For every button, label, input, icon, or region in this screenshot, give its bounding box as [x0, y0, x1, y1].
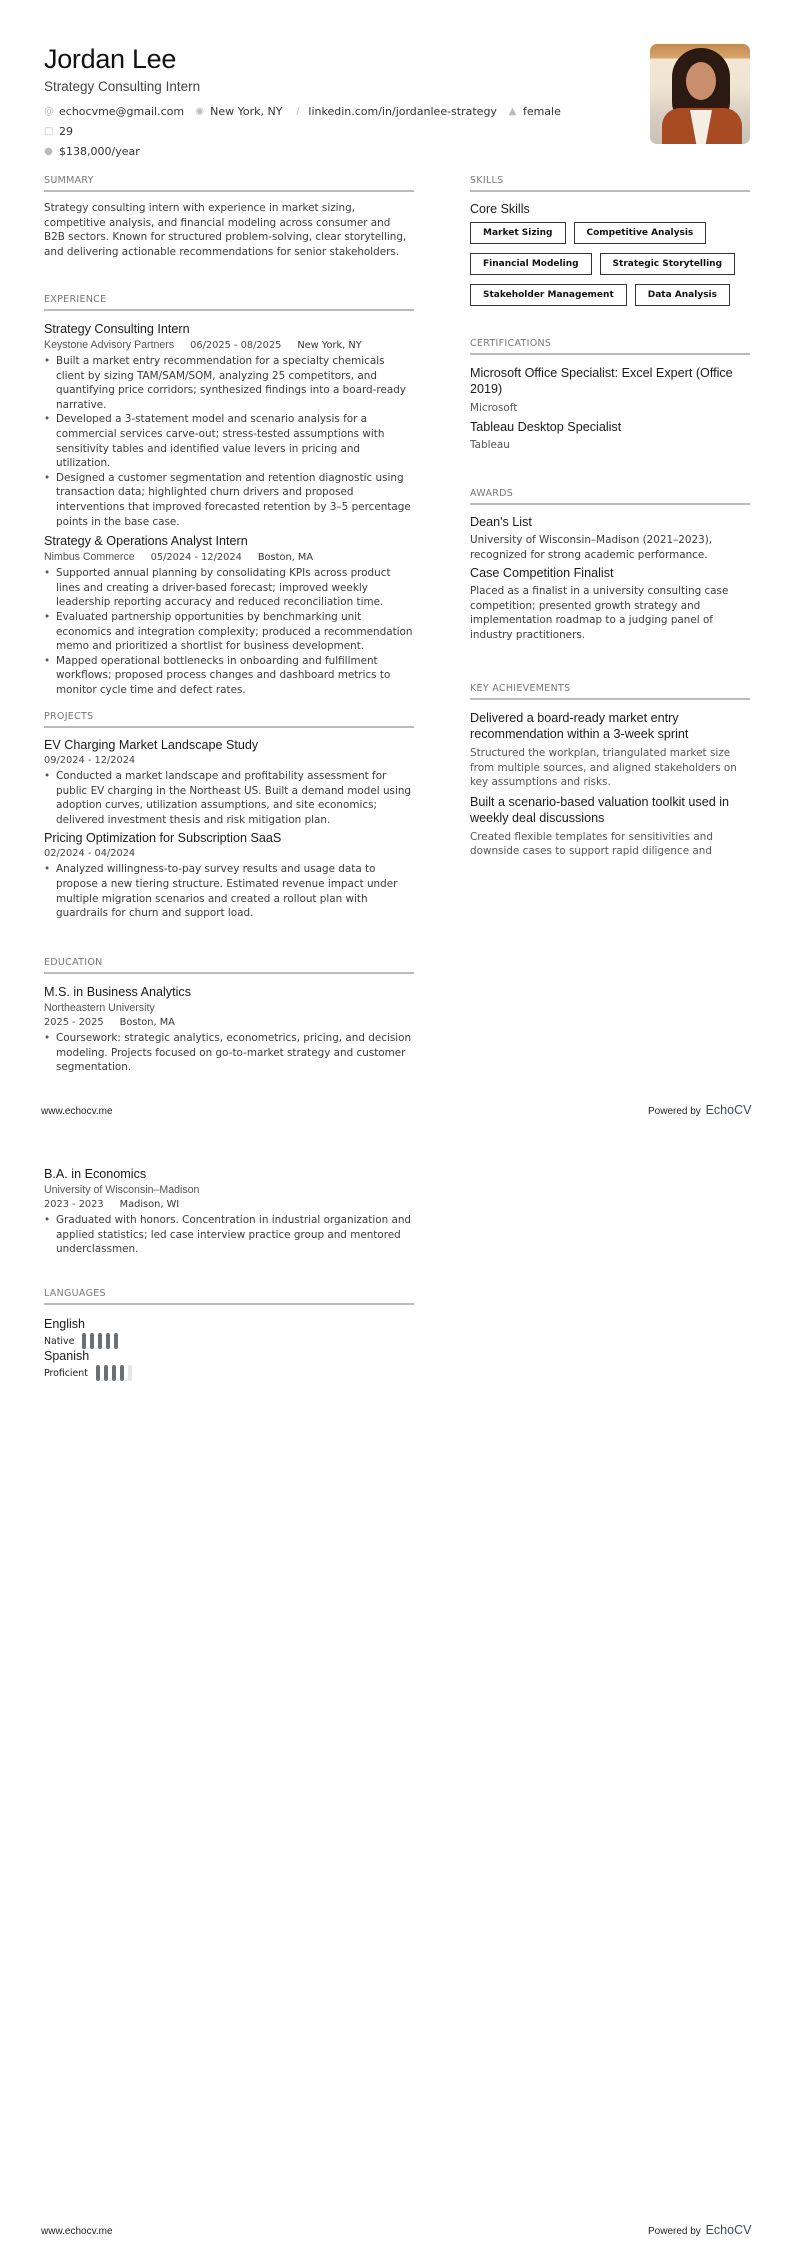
language-item	[44, 1349, 234, 1381]
projects-section	[44, 711, 414, 921]
skill-tags	[470, 222, 740, 306]
skill-tag: Market Sizing	[470, 222, 566, 244]
achievement-name: Delivered a board-ready market entry recommendation within a 3-week sprint	[470, 711, 689, 741]
education-section	[44, 957, 414, 1075]
section-heading: SUMMARY	[44, 175, 414, 192]
project-bullets	[44, 862, 414, 920]
school: University of Wisconsin–Madison	[44, 1184, 200, 1196]
job-title: Strategy & Operations Analyst Intern	[44, 534, 248, 549]
achievement-desc: Structured the workplan, triangulated market size from multiple sources, and aligned stakeholders on key assumptions and risks.	[470, 747, 737, 789]
job-location: Boston, MA	[257, 552, 314, 564]
contact-salary: ● $138,000/year	[44, 144, 140, 158]
cert-issuer: Microsoft	[470, 402, 518, 414]
footer-powered-by: Powered by EchoCV	[648, 2223, 752, 2237]
cert-name: Microsoft Office Specialist: Excel Expert (Office 2019)	[470, 366, 733, 396]
degree: M.S. in Business Analytics	[44, 985, 191, 999]
contact-gender: ▲ female	[508, 104, 561, 118]
skill-group-title: Core Skills	[470, 202, 530, 216]
skill-tag: Financial Modeling	[470, 253, 592, 275]
section-heading: KEY ACHIEVEMENTS	[470, 683, 750, 700]
education-item	[44, 1167, 414, 1257]
project-dates: 02/2024 - 04/2024	[44, 848, 136, 860]
calendar-icon: □	[44, 125, 54, 137]
section-heading: LANGUAGES	[44, 1288, 414, 1305]
skill-tag: Strategic Storytelling	[600, 253, 735, 275]
job-meta	[44, 551, 414, 563]
cert-issuer: Tableau	[470, 438, 510, 451]
section-heading: EXPERIENCE	[44, 294, 414, 311]
section-heading: PROJECTS	[44, 711, 414, 728]
contact-info	[44, 104, 604, 158]
language-name: Spanish	[44, 1349, 90, 1363]
link-icon: ∕	[296, 105, 300, 117]
profile-photo	[650, 44, 750, 144]
job-meta	[44, 339, 414, 351]
degree: B.A. in Economics	[44, 1167, 147, 1181]
project-item	[44, 831, 414, 920]
achievement-name: Built a scenario-based valuation toolkit used in weekly deal discussions	[470, 794, 730, 825]
project-dates: 09/2024 - 12/2024	[44, 755, 136, 766]
certifications-section	[470, 338, 750, 452]
dollar-icon: ●	[44, 145, 53, 157]
education-meta	[44, 1017, 414, 1028]
awards-section	[470, 488, 750, 643]
bullet: • Designed a customer segmentation and retention diagnostic using transaction data; highlighted churn drivers and proposed interventions that improved forecasted retention by 3–5 percentage points in the base case.	[44, 471, 414, 529]
footer-powered-by: Powered by EchoCV	[648, 1103, 752, 1117]
at-icon: @	[44, 105, 54, 117]
education-dates: 2025 - 2025	[44, 1017, 104, 1028]
bullet: • Coursework: strategic analytics, econometrics, pricing, and decision modeling. Projects focused on go-to-market strategy and customer segmentation.	[44, 1031, 414, 1075]
skill-tag: Competitive Analysis	[574, 222, 707, 244]
project-bullets	[44, 769, 414, 827]
education-location: Boston, MA	[119, 1017, 175, 1028]
brand-logo[interactable]: EchoCV	[705, 1103, 752, 1117]
achievement-desc: Created flexible templates for sensitivities and downside cases to support rapid diligence and	[470, 830, 713, 858]
company: Keystone Advisory Partners	[44, 339, 175, 351]
section-heading: AWARDS	[470, 488, 750, 505]
cert-name: Tableau Desktop Specialist	[470, 419, 622, 434]
education-item	[44, 985, 414, 1075]
person-icon: ▲	[508, 105, 517, 117]
contact-email[interactable]: @ echocvme@gmail.com	[44, 104, 185, 118]
languages-section	[44, 1288, 414, 1381]
summary-text: Strategy consulting intern with experience in market sizing, competitive analysis, and financial modeling across consumer and B2B sectors. Known for structured problem-solving, clear storytelling, and delivering actionable recommendations for senior stakeholders.	[44, 202, 407, 258]
job-bullets	[44, 566, 414, 697]
achievements-section	[470, 683, 750, 859]
experience-section	[44, 294, 414, 697]
bullet: • Supported annual planning by consolidating KPIs across product lines and creating a driver-based forecast; improved weekly leadership reporting accuracy and reduced reconciliation time.	[44, 566, 414, 610]
company: Nimbus Commerce	[44, 551, 135, 564]
experience-item	[44, 534, 414, 697]
location-pin-icon: ◉	[195, 105, 204, 117]
section-heading: SKILLS	[470, 175, 750, 192]
award-desc: University of Wisconsin–Madison (2021–2023), recognized for strong academic performance.	[470, 534, 713, 561]
bullet: • Built a market entry recommendation for a specialty chemicals client by sizing TAM/SAM/SOM, analyzing 25 competitors, and quantifying price corridors; synthesized findings into a board-ready narrative.	[44, 354, 414, 412]
bullet: • Developed a 3-statement model and scenario analysis for a commercial services carve-out; stress-tested assumptions with sensitivity tables and identified value levers in pricing and utilization.	[44, 412, 414, 470]
education-dates: 2023 - 2023	[44, 1199, 104, 1210]
bullet: • Mapped operational bottlenecks in onboarding and fulfillment workflows; proposed process changes and dashboard metrics to monitor cycle time and defect rates.	[44, 654, 414, 698]
candidate-title: Strategy Consulting Intern	[44, 79, 201, 94]
job-dates: 06/2025 - 08/2025	[190, 340, 282, 351]
candidate-name: Jordan Lee	[44, 44, 177, 74]
project-title: Pricing Optimization for Subscription SaaS	[44, 831, 282, 846]
proficiency-bars	[96, 1365, 132, 1381]
skill-tag: Data Analysis	[635, 284, 730, 306]
proficiency-bars	[82, 1333, 118, 1349]
project-title: EV Charging Market Landscape Study	[44, 738, 259, 752]
language-level: Native	[44, 1335, 75, 1347]
award-desc: Placed as a finalist in a university consulting case competition; presented growth strategy and implementation roadmap to a judging panel of industry practitioners.	[470, 585, 729, 641]
award-name: Dean's List	[470, 515, 532, 529]
job-bullets	[44, 354, 414, 529]
bullet: • Evaluated partnership opportunities by benchmarking unit economics and integration complexity; produced a recommendation memo and prioritized a shortlist for business development.	[44, 610, 414, 654]
skill-tag: Stakeholder Management	[470, 284, 627, 306]
language-item	[44, 1317, 234, 1349]
education-meta	[44, 1199, 414, 1210]
education-bullets	[44, 1213, 414, 1257]
job-location: New York, NY	[297, 340, 362, 351]
bullet: • Graduated with honors. Concentration in industrial organization and applied statistics; led case interview practice group and mentored underclassmen.	[44, 1213, 414, 1257]
summary-section	[44, 175, 414, 259]
language-name: English	[44, 1317, 85, 1331]
education-location: Madison, WI	[119, 1199, 180, 1210]
language-level: Proficient	[44, 1367, 88, 1379]
job-dates: 05/2024 - 12/2024	[150, 552, 242, 564]
bullet: • Conducted a market landscape and profitability assessment for public EV charging in the Northeast US. Built a demand model using adoption curves, utilization assumptions, and site economics; delivered investment thesis and risk mitigation plan.	[44, 769, 414, 827]
contact-location: ◉ New York, NY	[195, 104, 283, 118]
section-heading: CERTIFICATIONS	[470, 338, 750, 355]
job-title: Strategy Consulting Intern	[44, 322, 190, 336]
footer-site-link[interactable]: www.echocv.me	[41, 2226, 113, 2237]
education-bullets	[44, 1031, 414, 1075]
contact-linkedin[interactable]: ∕ linkedin.com/in/jordanlee-strategy	[293, 104, 497, 118]
school: Northeastern University	[44, 1002, 155, 1014]
footer-site-link[interactable]: www.echocv.me	[41, 1106, 113, 1117]
bullet: • Analyzed willingness-to-pay survey results and usage data to propose a new tiering structure. Estimated revenue impact under multiple migration scenarios and created a rollout plan with guardrails for churn and support load.	[44, 862, 414, 920]
skills-section	[470, 175, 750, 306]
brand-logo[interactable]: EchoCV	[705, 2223, 752, 2237]
project-item	[44, 738, 414, 827]
contact-age: □ 29	[44, 124, 73, 138]
experience-item	[44, 322, 414, 529]
section-heading: EDUCATION	[44, 957, 414, 974]
award-name: Case Competition Finalist	[470, 566, 614, 581]
